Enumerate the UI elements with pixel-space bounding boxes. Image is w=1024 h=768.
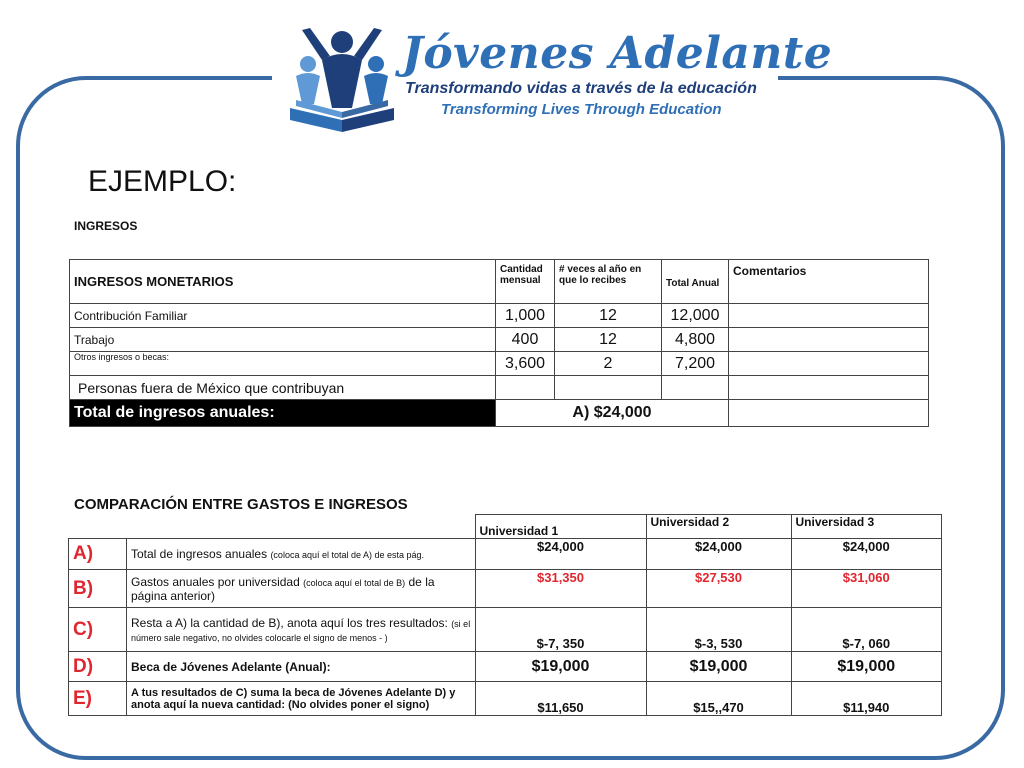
comparacion-title: COMPARACIÓN ENTRE GASTOS E INGRESOS (74, 496, 408, 513)
row-comment (729, 304, 929, 328)
table-row (69, 570, 942, 608)
table-row (69, 608, 942, 652)
row-monthly: 1,000 (496, 304, 555, 328)
row-description (127, 539, 476, 570)
value-universidad-2: $19,000 (646, 652, 791, 682)
row-label: Otros ingresos o becas: (70, 352, 496, 376)
header-universidad-1: Universidad 1 (475, 515, 646, 539)
comparacion-table (68, 514, 942, 716)
people-book-icon (282, 20, 412, 138)
row-label: Trabajo (70, 328, 496, 352)
ingresos-section-title: INGRESOS (74, 219, 138, 233)
row-times: 12 (555, 304, 662, 328)
row-description: Beca de Jóvenes Adelante (Anual): (127, 652, 476, 682)
row-letter: B) (69, 570, 127, 608)
row-letter: C) (69, 608, 127, 652)
value-universidad-3: $31,060 (791, 570, 942, 608)
row-annual: 7,200 (662, 352, 729, 376)
value-universidad-2: $27,530 (646, 570, 791, 608)
table-header-row (70, 260, 929, 304)
row-description (127, 608, 476, 652)
row-annual: 12,000 (662, 304, 729, 328)
value-universidad-3: $19,000 (791, 652, 942, 682)
table-row (70, 352, 929, 376)
brand-title: Jóvenes Adelante (402, 28, 833, 79)
value-universidad-2: $24,000 (646, 539, 791, 570)
row-label: Personas fuera de México que contribuyan (70, 376, 496, 400)
row-label: Contribución Familiar (70, 304, 496, 328)
table-row (69, 652, 942, 682)
table-row (70, 328, 929, 352)
row-letter: D) (69, 652, 127, 682)
row-letter: E) (69, 682, 127, 716)
value-universidad-1: $-7, 350 (475, 608, 646, 652)
row-text: Total de ingresos anuales (131, 547, 271, 561)
row-times (555, 376, 662, 400)
table-row (70, 304, 929, 328)
value-universidad-1: $19,000 (475, 652, 646, 682)
total-comment (729, 400, 929, 427)
row-times: 2 (555, 352, 662, 376)
table-row (69, 682, 942, 716)
table-row (69, 539, 942, 570)
header-veces-al-ano: # veces al año en que lo recibes (555, 260, 662, 304)
brand-tagline-en: Transforming Lives Through Education (441, 101, 722, 118)
ingresos-table (69, 259, 929, 427)
value-universidad-3: $-7, 060 (791, 608, 942, 652)
row-note: (coloca aquí el total de A) de esta pág. (270, 550, 425, 560)
value-universidad-2: $-3, 530 (646, 608, 791, 652)
row-note: (si el número sale negativo, no olvides colocarle el signo de menos - ) (131, 618, 471, 643)
header-ingresos-monetarios: INGRESOS MONETARIOS (70, 260, 496, 304)
value-universidad-3: $24,000 (791, 539, 942, 570)
value-universidad-1: $31,350 (475, 570, 646, 608)
row-text: Resta a A) la cantidad de B), anota aquí los tres resultados: (131, 615, 452, 630)
row-monthly: 400 (496, 328, 555, 352)
header-total-anual: Total Anual (662, 260, 729, 304)
row-description (127, 570, 476, 608)
value-universidad-2: $15,,470 (646, 682, 791, 716)
row-note: (coloca aquí el total de B) (303, 577, 406, 588)
row-monthly (496, 376, 555, 400)
header-comentarios: Comentarios (729, 260, 929, 304)
header-universidad-2: Universidad 2 (646, 515, 791, 539)
row-monthly: 3,600 (496, 352, 555, 376)
row-comment (729, 352, 929, 376)
row-text: Gastos anuales por universidad (131, 574, 304, 589)
value-universidad-1: $24,000 (475, 539, 646, 570)
row-annual: 4,800 (662, 328, 729, 352)
value-universidad-3: $11,940 (791, 682, 942, 716)
value-universidad-1: $11,650 (475, 682, 646, 716)
row-letter: A) (69, 539, 127, 570)
header-cantidad-mensual: Cantidad mensual (496, 260, 555, 304)
row-description: A tus resultados de C) suma la beca de Jóvenes Adelante D) y anota aquí la nueva cantidad: (No olvides poner el signo) (127, 682, 476, 716)
row-comment (729, 376, 929, 400)
table-header-row (69, 515, 942, 539)
page-title: EJEMPLO: (88, 165, 237, 198)
row-times: 12 (555, 328, 662, 352)
row-text-continued: de la página anterior) (131, 574, 435, 603)
total-row (70, 400, 929, 427)
total-label: Total de ingresos anuales: (70, 400, 496, 427)
brand-tagline-es: Transformando vidas a través de la educación (405, 80, 757, 97)
row-annual (662, 376, 729, 400)
row-comment (729, 328, 929, 352)
total-value: A) $24,000 (496, 400, 729, 427)
table-row (70, 376, 929, 400)
empty-cell (69, 515, 127, 539)
empty-cell (127, 515, 476, 539)
header-universidad-3: Universidad 3 (791, 515, 942, 539)
